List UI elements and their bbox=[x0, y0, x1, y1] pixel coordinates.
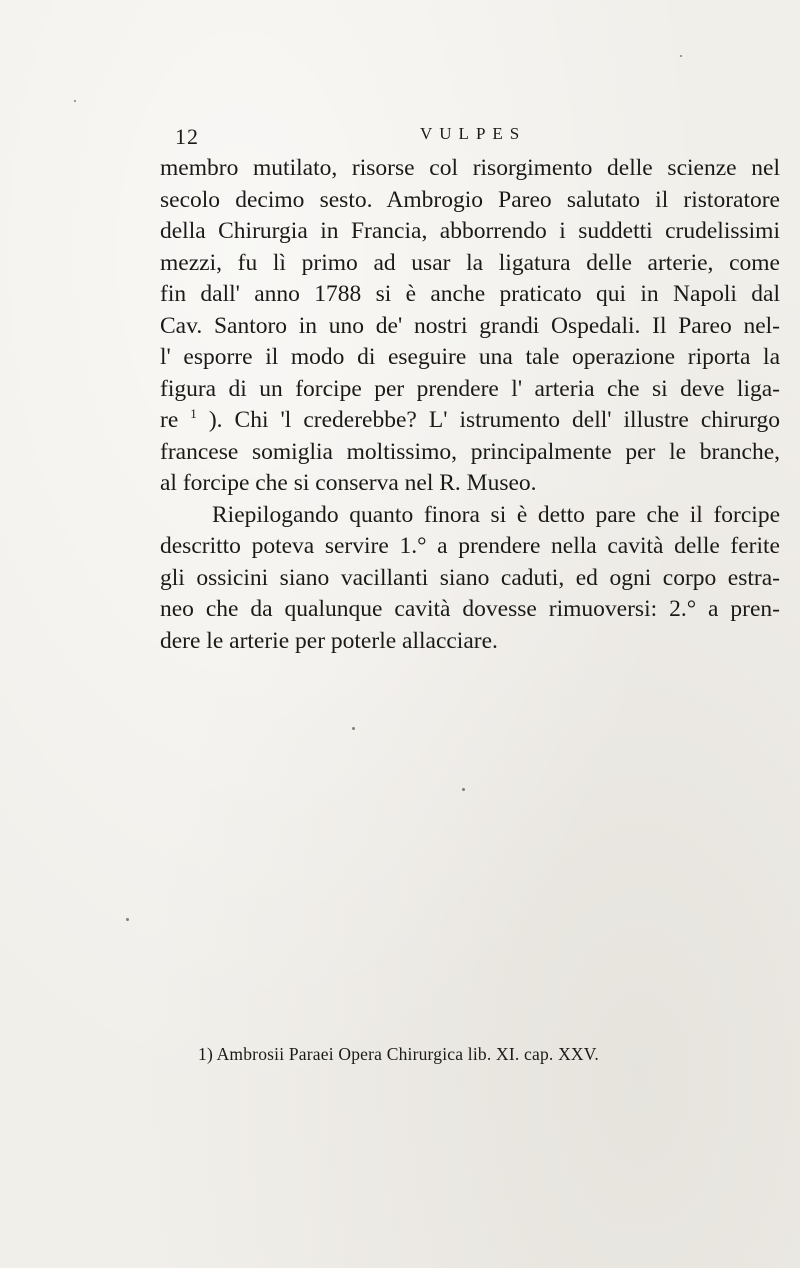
text-line: mezzi, fu lì primo ad usar la ligatura delle arterie, come bbox=[160, 249, 780, 276]
text-line: al forcipe che si conserva nel R. Museo. bbox=[160, 470, 537, 496]
text-fragment: re bbox=[160, 407, 179, 433]
paragraph-first-line: Riepilogando quanto finora si è detto pare che il forcipe bbox=[212, 501, 780, 528]
text-line: membro mutilato, risorse col risorgimento delle scienze nel bbox=[160, 155, 780, 181]
footnote-marker: 1 bbox=[190, 406, 197, 422]
text-line: figura di un forcipe per prendere l' arteria che si deve liga- bbox=[160, 375, 780, 402]
print-speck bbox=[126, 918, 129, 921]
text-line: della Chirurgia in Francia, abborrendo i suddetti crudelissimi bbox=[160, 218, 780, 244]
text-fragment: ). Chi 'l crederebbe? L' istrumento dell' illustre chirurgo bbox=[208, 407, 780, 433]
print-speck bbox=[462, 788, 465, 791]
text-line: Cav. Santoro in uno de' nostri grandi Ospedali. Il Pareo nel- bbox=[160, 312, 780, 339]
text-line bbox=[160, 405, 780, 437]
body-text bbox=[160, 153, 780, 657]
print-speck bbox=[680, 55, 682, 57]
text-line: gli ossicini siano vacillanti siano caduti, ed ogni corpo estra- bbox=[160, 564, 780, 591]
running-head bbox=[0, 120, 800, 150]
text-line: l' esporre il modo di eseguire una tale operazione riporta la bbox=[160, 344, 780, 370]
text-line: fin dall' anno 1788 si è anche praticato qui in Napoli dal bbox=[160, 281, 780, 307]
print-speck bbox=[74, 100, 76, 102]
text-line: dere le arterie per poterle allacciare. bbox=[160, 627, 498, 654]
text-line: neo che da qualunque cavità dovesse rimuoversi: 2.° a pren- bbox=[160, 596, 780, 622]
footnote: 1) Ambrosii Paraei Opera Chirurgica lib. XI. cap. XXV. bbox=[198, 1044, 599, 1064]
print-speck bbox=[352, 727, 355, 730]
text-line: descritto poteva servire 1.° a prendere nella cavità delle ferite bbox=[160, 533, 780, 559]
text-line: francese somiglia moltissimo, principalmente per le branche, bbox=[160, 438, 780, 465]
page-number: 12 bbox=[175, 124, 199, 149]
running-title: VULPES bbox=[420, 124, 527, 143]
text-line: secolo decimo sesto. Ambrogio Pareo salutato il ristoratore bbox=[160, 186, 780, 213]
